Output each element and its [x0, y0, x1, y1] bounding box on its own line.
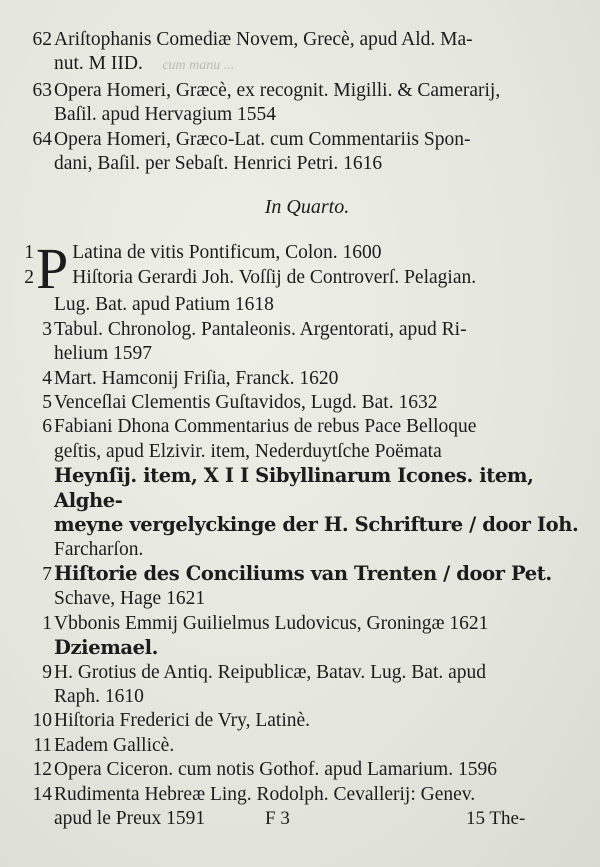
list-item	[22, 734, 582, 758]
list-item	[22, 28, 582, 79]
item-text: Hiſtoria Gerardi Joh. Voſſij de Controverſ. Pelagian.	[72, 266, 477, 288]
list-item	[22, 612, 582, 661]
item-text: Opera Ciceron. cum notis Gothof. apud Lamarium. 1596	[54, 759, 497, 781]
item-text-cont: geſtis, apud Elzivir. item, Nederduytſche Poëmata	[54, 440, 442, 462]
item-number: 12	[32, 759, 52, 781]
catalogue-list	[22, 28, 582, 831]
list-item	[22, 236, 582, 317]
item-text: Tabul. Chronolog. Pantaleonis. Argentorati, apud Ri-	[54, 318, 467, 340]
item-text-cont: Dziemael.	[54, 636, 159, 660]
catchword: 15 The-	[466, 808, 526, 829]
item-number: 10	[32, 710, 52, 732]
item-text-cont: Heynſij. item, X I I Sibyllinarum Icones. item, Alghe-	[54, 464, 534, 512]
section-heading: In Quarto.	[264, 196, 350, 219]
item-text-cont: Lug. Bat. apud Patium 1618	[54, 294, 274, 316]
item-number: 3	[42, 318, 52, 340]
item-number: 5	[42, 392, 52, 414]
signature-mark: F 3	[265, 808, 290, 829]
list-item	[22, 128, 582, 177]
item-text: Vbbonis Emmij Guilielmus Ludovicus, Groningæ 1621	[54, 612, 489, 634]
item-text-cont: Raph. 1610	[54, 685, 144, 707]
list-item	[22, 562, 582, 612]
item-text: Hiſtoria Frederici de Vry, Latinè.	[54, 710, 311, 732]
item-text: Ariſtophanis Comediæ Novem, Grecè, apud Ald. Ma-	[54, 29, 473, 50]
item-text: H. Grotius de Antiq. Reipublicæ, Batav. Lug. Bat. apud	[54, 661, 487, 683]
item-number: 1	[42, 612, 52, 634]
list-item	[22, 318, 582, 367]
list-item	[22, 391, 582, 415]
item-number: 1	[24, 242, 34, 264]
item-number: 6	[42, 416, 52, 438]
item-number: 4	[42, 367, 52, 389]
item-number: 11	[33, 734, 52, 756]
item-number: 14	[32, 783, 52, 805]
drop-cap: P	[36, 236, 69, 302]
list-item	[22, 661, 582, 710]
item-number: 63	[32, 79, 52, 101]
item-text-cont: Baſil. apud Hervagium 1554	[54, 104, 277, 126]
item-text-cont: helium 1597	[54, 343, 153, 365]
item-text: Opera Homeri, Græco-Lat. cum Commentariis Spon-	[54, 128, 471, 150]
item-text: Hiſtorie des Conciliums van Trenten / door Pet.	[54, 561, 552, 585]
item-text: Rudimenta Hebreæ Ling. Rodolph. Cevallerij: Genev.	[54, 783, 476, 805]
item-number: 7	[42, 563, 52, 585]
item-text: Fabiani Dhona Commentarius de rebus Pace Belloque	[54, 416, 477, 438]
item-text: Opera Homeri, Græcè, ex recognit. Migilli. & Camerarij,	[54, 79, 501, 101]
item-text-cont: Farcharſon.	[54, 538, 144, 560]
list-item	[22, 709, 582, 733]
item-number: 62	[32, 29, 52, 50]
item-text-cont: Schave, Hage 1621	[54, 588, 206, 610]
item-text-cont: meyne vergelyckinge der H. Schrifture / door Ioh.	[54, 513, 579, 537]
list-item	[22, 79, 582, 128]
list-item	[22, 367, 582, 391]
item-text-cont: nut. M IID.	[54, 53, 143, 75]
item-text: Latina de vitis Pontificum, Colon. 1600	[72, 242, 382, 264]
item-text: Mart. Hamconij Friſia, Franck. 1620	[54, 367, 339, 389]
item-text-cont: dani, Baſil. per Sebaſt. Henrici Petri. 1616	[54, 153, 383, 175]
item-number: 2	[24, 266, 34, 288]
list-item	[22, 415, 582, 561]
handwritten-note: cum manu ...	[162, 58, 235, 74]
item-text-cont: apud le Preux 1591	[54, 807, 206, 829]
item-text: Eadem Gallicè.	[54, 734, 175, 756]
item-number: 64	[32, 128, 52, 150]
list-item	[22, 758, 582, 782]
item-number: 9	[42, 661, 52, 683]
item-text: Venceſlai Clementis Guſtavidos, Lugd. Bat. 1632	[54, 392, 438, 414]
